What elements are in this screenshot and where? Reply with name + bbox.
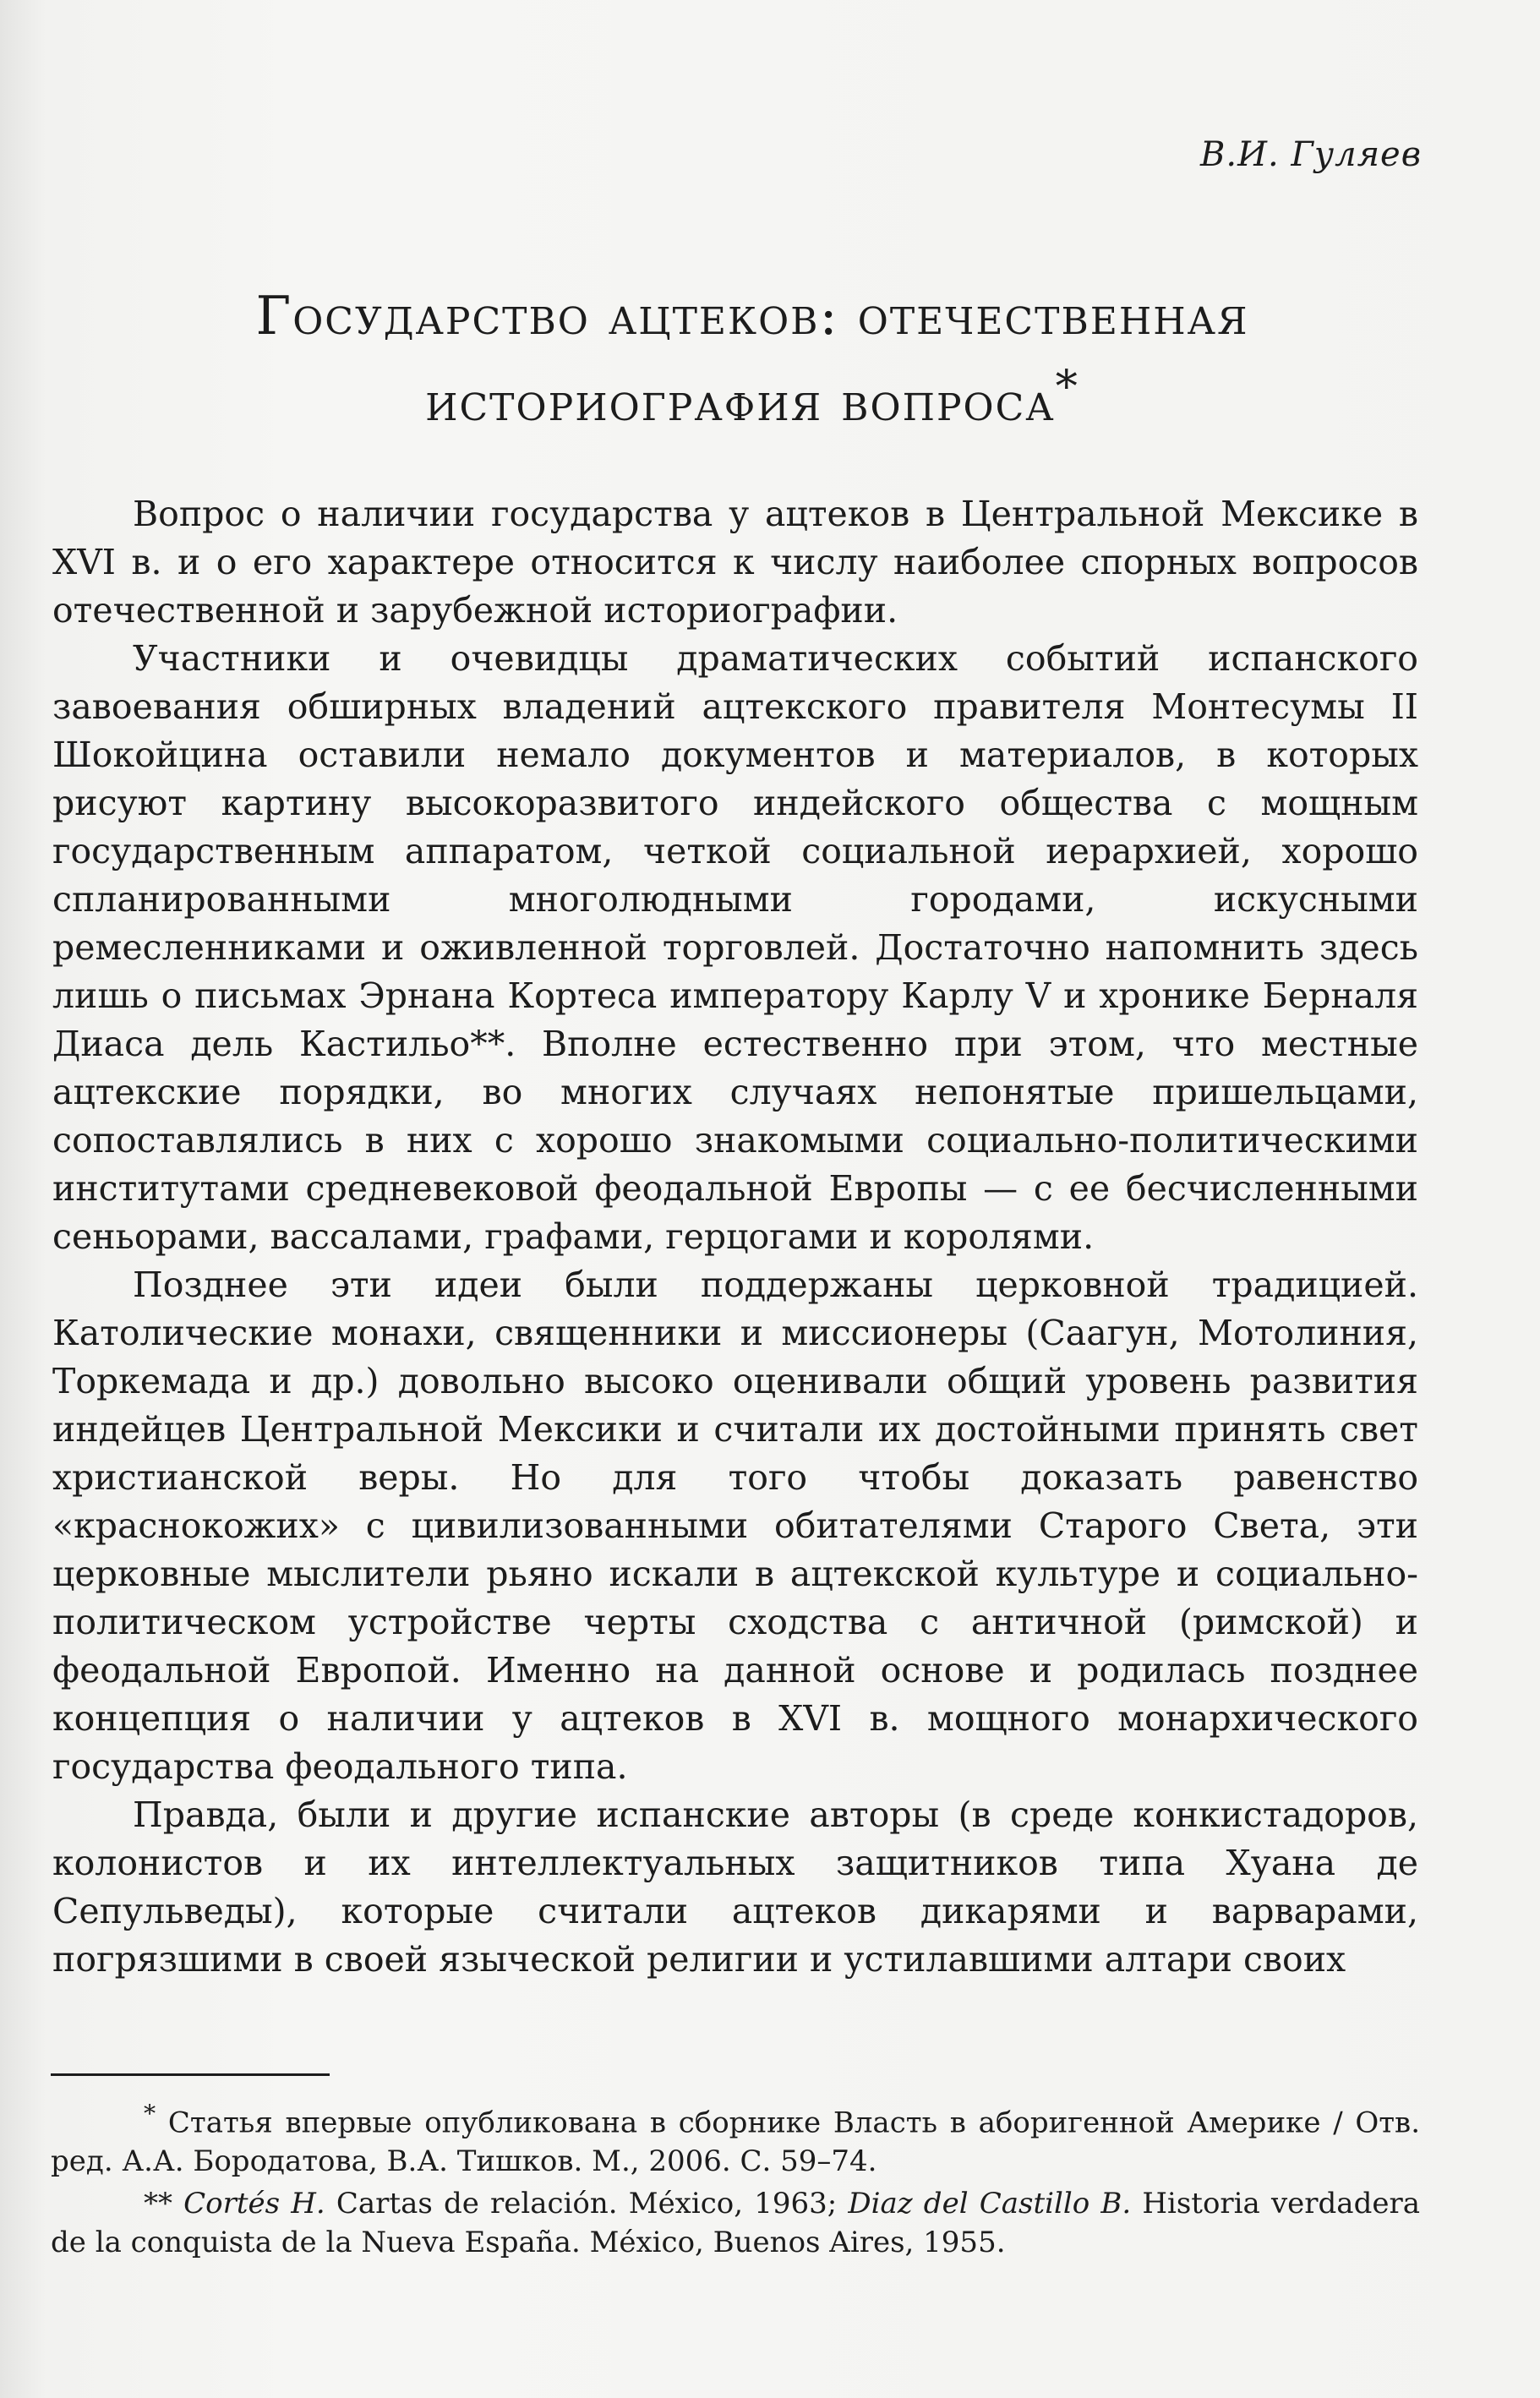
footnote-work: Cartas de relación. México, 1963; [336,2187,838,2221]
footnote-1 [51,2095,1420,2181]
footnote-work: Historia verdadera de la conquista de la Nueva España. México, Buenos Aires, 1955. [51,2187,1420,2260]
footnote-divider [51,2073,330,2076]
paragraph: Вопрос о наличии государства у ацтеков в Центральной Мексике в XVI в. и о его характере относится к числу наиболее спорных вопросов отечественной и зарубежной историографии. [52,494,1418,631]
paragraph: Позднее эти идеи были поддержаны церковной традицией. Католические монахи, священники и миссионеры (Саагун, Мотолиния, Торкемада и др.) довольно высоко оценивали общий уровень развития индейцев Центральной Мексики и считали их достойными принять свет христианской веры. Но для того чтобы доказать равенство «краснокожих» с цивилизованными обитателями Старого Света, эти церковные мыслители рьяно искали в ацтекской культуре и социально-политическом устройстве черты сходства с античной (римской) и феодальной Европой. Именно на данной основе и родилась позднее концепция о наличии у ацтеков в XVI в. мощного монархического государства феодального типа. [52,1265,1418,1787]
title-line-2: историография вопроса [425,371,1056,434]
footnote-text: Статья впервые опубликована в сборнике Власть в аборигенной Америке / Отв. ред. А.А. Бородатова, В.А. Тишков. М., 2006. С. 59–74. [51,2106,1420,2179]
article-body [52,490,1418,1984]
paragraph: Участники и очевидцы драматических событий испанского завоевания обширных владений ацтекского правителя Монтесумы II Шокойцина оставили немало документов и материалов, в которых рисуют картину высокоразвитого индейского общества с мощным государственным аппаратом, четкой социальной иерархией, хорошо спланированными многолюдными городами, искусными ремесленниками и оживленной торговлей. Достаточно напомнить здесь лишь о письмах Эрнана Кортеса императору Карлу V и хронике Берналя Диаса дель Кастильо**. Вполне естественно при этом, что местные ацтекские порядки, во многих случаях непонятые пришельцами, сопоставлялись в них с хорошо знакомыми социально-политическими институтами средневековой феодальной Европы — с ее бесчисленными сеньорами, вассалами, графами, герцогами и королями. [52,638,1418,1257]
footnote-author: Diaz del Castillo B. [848,2187,1132,2221]
author-name: В.И. Гуляев [1199,135,1422,174]
footnote-2 [51,2184,1420,2262]
footnotes [51,2095,1420,2265]
footnote-mark: ** [144,2187,172,2221]
footnote-mark: * [144,2100,156,2128]
title-line-1: Государство ацтеков: отечественная [255,285,1249,347]
paragraph: Правда, были и другие испанские авторы (в среде конкистадоров, колонистов и их интеллектуальных защитников типа Хуана де Сепульведы), которые считали ацтеков дикарями и варварами, погрязшими в своей языческой религии и устилавшими алтари своих [52,1794,1418,1980]
article-title [93,281,1412,438]
title-footnote-mark: * [1055,361,1079,413]
footnote-author: Cortés H. [183,2187,325,2221]
